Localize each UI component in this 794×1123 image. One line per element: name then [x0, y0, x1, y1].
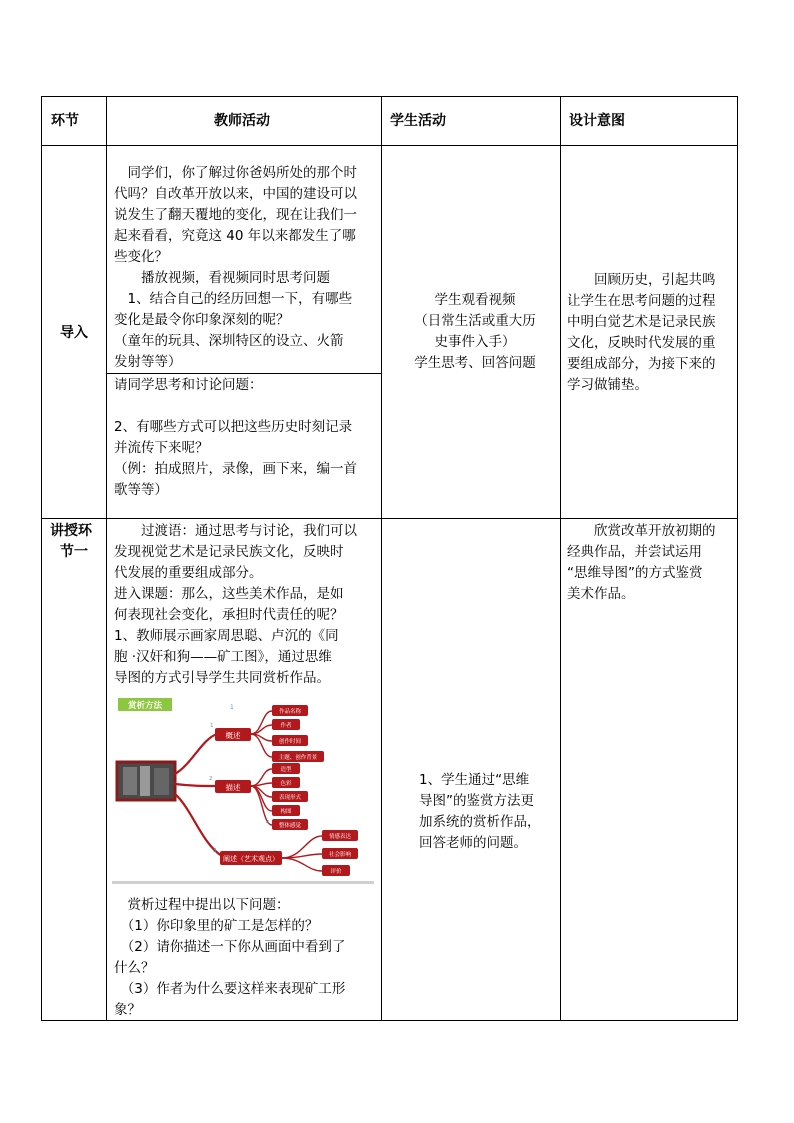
text-line: 代发展的重要组成部分。 [114, 565, 263, 581]
text-line: 史事件入手） [434, 334, 516, 350]
text-line: 中明白觉艺术是记录民族 [567, 314, 716, 330]
stage-line: 讲授环 [50, 523, 92, 539]
text-line: 说发生了翻天覆地的变化，现在让我们一 [114, 207, 357, 223]
text-line: 1、教师展示画家周思聪、卢沉的《同 [114, 628, 339, 644]
text-line: 并流传下来呢？ [114, 440, 209, 456]
teacher-lecture-text [114, 521, 380, 689]
teacher-questions-text [114, 895, 380, 1021]
text-line: 1、结合自己的经历回想一下，有哪些 [114, 291, 353, 307]
leaf-label: 创作时间 [278, 739, 302, 745]
branch-line [175, 784, 217, 786]
stage-line: 节一 [60, 544, 88, 560]
node-interpret-label: 阐述（艺术观点） [223, 855, 279, 863]
text-line: 赏析过程中提出以下问题： [114, 897, 290, 913]
header-stage: 环节 [51, 113, 79, 129]
leaf-label: 整体感觉 [278, 823, 302, 829]
leaf-label: 构图 [280, 809, 292, 815]
leaf-label: 作者 [280, 723, 292, 729]
leaf-label: 作品名称 [278, 709, 302, 715]
text-line: （日常生活或重大历 [414, 313, 536, 329]
text-line: 回顾历史，引起共鸣 [567, 272, 716, 288]
intent-intro-text [567, 270, 737, 396]
text-line: （童年的玩具、深圳特区的设立、火箭 [114, 333, 344, 349]
text-line [114, 396, 380, 417]
mind-map-bottom-bar [112, 881, 374, 884]
text-line: 导图的方式引导学生共同赏析作品。 [114, 670, 330, 686]
mind-map-index: 1 [230, 704, 234, 711]
text-line: 何表现社会变化，承担时代责任的呢？ [114, 607, 344, 623]
text-line: 学习做铺垫。 [567, 377, 648, 393]
branch-line [175, 734, 217, 774]
node-index: 1 [210, 723, 214, 729]
student-intro-text [392, 290, 558, 374]
text-line: 代吗？自改革开放以来，中国的建设可以 [114, 186, 357, 202]
branch-line [251, 783, 272, 786]
branch-line [282, 858, 322, 871]
text-line: 同学们，你了解过你爸妈所处的那个时 [114, 165, 357, 181]
text-line: 欣赏改革开放初期的 [567, 523, 716, 539]
node-describe-label: 描述 [225, 783, 241, 792]
table-border-right [737, 96, 738, 1021]
text-line: 胞 ·汉奸和狗——矿工图》，通过思维 [114, 649, 332, 665]
text-line: 请同学思考和讨论问题： [114, 377, 263, 393]
text-line: 变化是最令你印象深刻的呢？ [114, 312, 290, 328]
text-line: 学生思考、回答问题 [414, 355, 536, 371]
teacher-intro-text [114, 163, 380, 373]
teacher-cell-split [106, 373, 382, 374]
text-line: （1）你印象里的矿工是怎样的？ [114, 918, 319, 934]
node-index: 2 [209, 776, 213, 782]
text-line: 进入课题：那么，这些美术作品，是如 [114, 586, 344, 602]
row-line-header [41, 145, 738, 146]
teacher-discussion-text [114, 375, 380, 501]
col-line-3 [560, 96, 561, 1021]
painting-figure [154, 768, 169, 795]
leaf-label: 色彩 [280, 781, 292, 787]
text-line: 学生观看视频 [434, 292, 516, 308]
table-border-top [41, 96, 738, 97]
text-line: （3）作者为什么要这样来表现矿工形 [114, 981, 346, 997]
painting-figure [140, 766, 150, 796]
text-line: 经典作品，并尝试运用 [567, 544, 702, 560]
text-line: 文化，反映时代发展的重 [567, 335, 716, 351]
row-line-2 [41, 518, 738, 519]
col-line-2 [381, 96, 382, 1021]
leaf-label: 社会影响 [328, 852, 352, 858]
text-line: 让学生在思考问题的过程 [567, 293, 716, 309]
text-line: 歌等等） [114, 482, 168, 498]
text-line: 回答老师的问题。 [419, 835, 527, 851]
text-line: 导图”的鉴赏方法更 [419, 793, 534, 809]
text-line: 些变化？ [114, 249, 168, 265]
branch-line [251, 786, 272, 811]
text-line: “思维导图”的方式鉴赏 [567, 565, 703, 581]
header-intent: 设计意图 [569, 113, 625, 129]
leaf-label: 表现形式 [278, 795, 302, 801]
text-line: 美术作品。 [567, 586, 635, 602]
text-line: 发射等等） [114, 354, 182, 370]
text-line: 象？ [114, 1002, 141, 1018]
leaf-label: 主题、创作背景 [278, 755, 318, 761]
text-line: 起来看看，究竟这 40 年以来都发生了哪 [114, 228, 356, 244]
stage-lecture [50, 521, 92, 563]
leaf-label: 情感表达 [328, 834, 352, 840]
text-line: 加系统的赏析作品， [419, 814, 541, 830]
col-line-1 [106, 96, 107, 1021]
text-line: （2）请你描述一下你从画面中看到了 [114, 939, 346, 955]
node-overview-label: 概述 [225, 731, 241, 740]
leaf-label: 造型 [280, 767, 292, 773]
table-border-left [41, 96, 42, 1021]
branch-line [282, 854, 322, 858]
text-line: 要组成部分，为接下来的 [567, 356, 716, 372]
mind-map-title: 赏析方法 [127, 701, 163, 711]
text-line: 过渡语：通过思考与讨论，我们可以 [114, 523, 357, 539]
student-lecture-text [419, 770, 559, 854]
mind-map-svg [112, 694, 374, 886]
node-index: 3 [213, 848, 217, 854]
text-line: 1、学生通过“思维 [419, 772, 530, 788]
text-line: 发现视觉艺术是记录民族文化，反映时 [114, 544, 344, 560]
node-index: 4 [266, 820, 270, 826]
painting-figure [123, 767, 137, 795]
text-line: （例：拍成照片，录像，画下来，编一首 [114, 461, 357, 477]
text-line: 什么？ [114, 960, 155, 976]
header-student: 学生活动 [390, 113, 446, 129]
text-line: 播放视频，看视频同时思考问题 [114, 270, 330, 286]
header-teacher: 教师活动 [214, 113, 270, 129]
leaf-label: 评价 [330, 869, 342, 875]
branch-line [175, 794, 222, 856]
stage-intro: 导入 [60, 325, 88, 341]
text-line: 2、有哪些方式可以把这些历史时刻记录 [114, 419, 353, 435]
intent-lecture-text [567, 521, 737, 605]
mind-map-figure [112, 694, 374, 886]
